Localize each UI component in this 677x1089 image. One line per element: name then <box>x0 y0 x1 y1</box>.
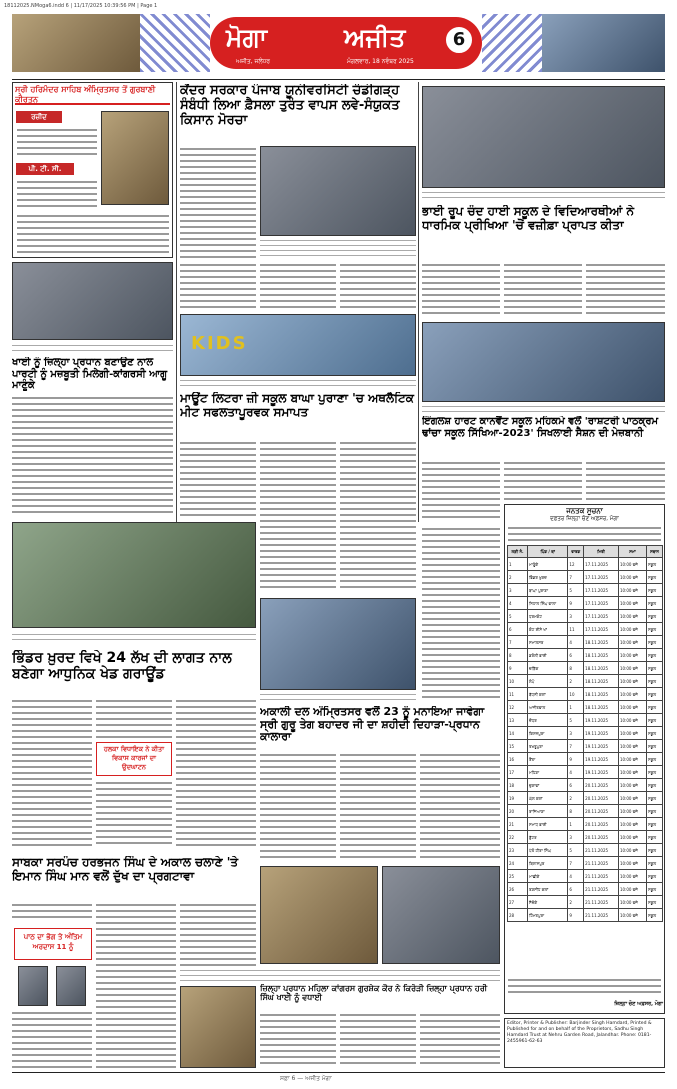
notice-table-cell: 26 <box>508 883 528 896</box>
kisan-morcha-photo <box>260 146 416 236</box>
notice-table-cell: 20.11.2025 <box>584 805 619 818</box>
notice-table-cell: 9 <box>568 597 584 610</box>
notice-table-cell: 11 <box>508 688 528 701</box>
story2-body-b <box>96 698 172 738</box>
notice-table-cell: ਸਕੂਲ <box>647 766 663 779</box>
notice-table-cell: 18.11.2025 <box>584 688 619 701</box>
notice-table-row <box>508 870 663 883</box>
left-divider <box>176 82 177 522</box>
notice-table-cell: 10:00 ਵਜੇ <box>618 675 646 688</box>
center-top-body-c <box>260 262 336 310</box>
notice-table-cell: 1 <box>568 818 584 831</box>
notice-table-cell: 5 <box>568 844 584 857</box>
notice-table-cell: 21.11.2025 <box>584 909 619 922</box>
notice-table-row <box>508 727 663 740</box>
notice-table-cell: 6 <box>568 649 584 662</box>
notice-table-cell: 9 <box>568 753 584 766</box>
notice-table-cell: ਕੋਟ ਈਸੇ ਖਾਂ <box>528 623 568 636</box>
akali-headline: ਅਕਾਲੀ ਦਲ ਅੰਮ੍ਰਿਤਸਰ ਵਲੋਂ 23 ਨੂੰ ਮਨਾਇਆ ਜਾਵੇਗਾ ਸ੍ਰੀ ਗੁਰੂ ਤੇਗ ਬਹਾਦਰ ਜੀ ਦਾ ਸ਼ਹੀਦੀ ਦਿਹਾੜਾ-ਪ੍ਰਧਾਨ ਕਾਲਾਰਾ <box>260 706 485 744</box>
notice-table-cell: ਸਕੂਲ <box>647 870 663 883</box>
notice-table-cell: 12 <box>508 701 528 714</box>
masthead-left-photo <box>12 14 140 72</box>
ad-copy-3 <box>17 213 169 253</box>
notice-table-row <box>508 779 663 792</box>
public-notice <box>504 504 665 1014</box>
notice-table-cell: 17.11.2025 <box>584 610 619 623</box>
notice-table-cell: 17.11.2025 <box>584 558 619 571</box>
story2-headline: ਭਿੰਡਰ ਖ਼ੁਰਦ ਵਿਖੇ 24 ਲੱਖ ਦੀ ਲਾਗਤ ਨਾਲ ਬਣੇਗਾ ਆਧੁਨਿਕ ਖੇਡ ਗਰਾਊਂਡ <box>12 650 232 683</box>
notice-table-cell: 19.11.2025 <box>584 727 619 740</box>
notice-table-cell: 10:00 ਵਜੇ <box>618 896 646 909</box>
notice-table-cell: 11 <box>568 623 584 636</box>
masthead-title-right: ਅਜੀਤ <box>344 23 406 52</box>
notice-table-cell: 18.11.2025 <box>584 662 619 675</box>
notice-table-row <box>508 766 663 779</box>
notice-table-cell: 10:00 ਵਜੇ <box>618 610 646 623</box>
masthead <box>12 14 665 74</box>
notice-table-cell: 10:00 ਵਜੇ <box>618 805 646 818</box>
notice-table-cell: 10:00 ਵਜੇ <box>618 792 646 805</box>
notice-table-cell: ਸਕੂਲ <box>647 701 663 714</box>
notice-table-cell: 10:00 ਵਜੇ <box>618 662 646 675</box>
notice-table-cell: ਸਕੂਲ <box>647 857 663 870</box>
school-meet-caption <box>180 378 416 390</box>
notice-table-cell: 3 <box>568 610 584 623</box>
notice-table-row <box>508 688 663 701</box>
right-lower-body <box>422 526 500 702</box>
golden-temple-photo <box>101 111 169 205</box>
notice-table-cell: ਸਕੂਲ <box>647 571 663 584</box>
notice-table-row <box>508 883 663 896</box>
story1-headline: ਖਾਈ ਨੂੰ ਜ਼ਿਲ੍ਹਾ ਪ੍ਰਧਾਨ ਬਣਾਉਣ ਨਾਲ ਪਾਰਟੀ ਨੂੰ ਮਜ਼ਬੂਤੀ ਮਿਲੇਗੀ-ਕਾਂਗਰਸੀ ਆਗੂ ਮਾਣੂੰਕੇ <box>12 357 168 391</box>
notice-table-cell: 7 <box>568 857 584 870</box>
notice-table-cell: 8 <box>508 649 528 662</box>
notice-table-cell: ਪੱਤੋ ਹੀਰਾ ਸਿੰਘ <box>528 844 568 857</box>
notice-table-cell: 2 <box>568 675 584 688</box>
convent-body-c <box>586 460 665 500</box>
gurbani-ad-header: ਸ੍ਰੀ ਹਰਿਮੰਦਰ ਸਾਹਿਬ ਅੰਮ੍ਰਿਤਸਰ ਤੋਂ ਗੁਰਬਾਣੀ ਕੀਰਤਨ <box>15 85 170 105</box>
notice-table-header-cell: ਵਾਰਡ <box>568 546 584 558</box>
center-divider <box>418 82 419 522</box>
notice-table-row <box>508 701 663 714</box>
notice-table-row <box>508 909 663 922</box>
notice-signature: ਜ਼ਿਲ੍ਹਾ ਚੋਣ ਅਫ਼ਸਰ, ਮੋਗਾ <box>614 1001 663 1007</box>
center-top-headline: ਕੇਂਦਰ ਸਰਕਾਰ ਪੰਜਾਬ ਯੂਨੀਵਰਸਿਟੀ ਚੰਡੀਗੜ੍ਹ ਸੰਬੰਧੀ ਲਿਆ ਫ਼ੈਸਲਾ ਤੁਰੰਤ ਵਾਪਸ ਲਵੇ-ਸੰਯੁਕਤ ਕਿਸਾਨ ਮੋਰਚਾ <box>180 84 400 128</box>
notice-table-cell: 18 <box>508 779 528 792</box>
notice-table-cell: 8 <box>568 662 584 675</box>
notice-table-cell: ਮਾਣੂੰਕੇ <box>528 558 568 571</box>
notice-table-cell: 17.11.2025 <box>584 597 619 610</box>
akali-photo-caption <box>260 692 416 702</box>
story1-body <box>12 395 173 517</box>
notice-table-cell: ਸਕੂਲ <box>647 805 663 818</box>
notice-table-row <box>508 662 663 675</box>
school-meet-body-a <box>260 440 336 590</box>
edition-label: ਅਜੀਤ, ਜਲੰਧਰ <box>236 58 271 65</box>
notice-table-header-cell: ਸਥਾਨ <box>647 546 663 558</box>
notice-table-row <box>508 896 663 909</box>
bhai-rup-body-a <box>422 262 500 318</box>
notice-table-cell: ਘੱਲ ਕਲਾਂ <box>528 792 568 805</box>
notice-table-cell: 6 <box>508 623 528 636</box>
notice-table-cell: 10:00 ਵਜੇ <box>618 701 646 714</box>
notice-table-cell: ਸਕੂਲ <box>647 740 663 753</box>
notice-table-cell: 7 <box>568 571 584 584</box>
ad-copy-2 <box>17 179 97 207</box>
akali-body-c <box>420 752 500 862</box>
notice-table-header-cell: ਲੜੀ ਨੰ. <box>508 546 528 558</box>
sports-ground-photo <box>12 522 256 628</box>
notice-table-cell: 5 <box>568 714 584 727</box>
notice-table-cell: 6 <box>568 779 584 792</box>
notice-table-row <box>508 818 663 831</box>
notice-table-cell: 10:00 ਵਜੇ <box>618 818 646 831</box>
notice-table-cell: ਸਕੂਲ <box>647 818 663 831</box>
notice-table-cell: ਸਕੂਲ <box>647 675 663 688</box>
notice-table-cell: 5 <box>508 610 528 623</box>
center-top-body-a <box>180 146 256 260</box>
notice-table-cell: ਸਕੂਲ <box>647 831 663 844</box>
masthead-pattern-left <box>140 14 210 72</box>
notice-table-cell: 10:00 ਵਜੇ <box>618 623 646 636</box>
ad-label-rajid: ਰਜ਼ੀਦ <box>16 111 62 123</box>
notice-table-cell: ਸਕੂਲ <box>647 727 663 740</box>
center-top-body-d <box>340 262 416 310</box>
notice-table-cell: 28 <box>508 909 528 922</box>
notice-table-cell: 21.11.2025 <box>584 857 619 870</box>
notice-table-cell: ਸਕੂਲ <box>647 792 663 805</box>
notice-table-cell: ਤਖਤੂਪੁਰਾ <box>528 740 568 753</box>
bhai-rup-body-c <box>586 262 665 318</box>
bottom-center-caption <box>180 968 500 982</box>
notice-table-cell: 12 <box>568 558 584 571</box>
notice-table-cell: 10:00 ਵਜੇ <box>618 571 646 584</box>
notice-table-cell: 19.11.2025 <box>584 740 619 753</box>
school-meet-photo <box>180 314 416 376</box>
imprint: Editor, Printer & Publisher: Barjinder Singh Hamdard, Printed & Published for and on behalf of the Proprietors, Sadhu Singh Hamdard Trust at Nehru Garden Road, Jalandhar. Phone: 0181-2455961-62-63 <box>504 1018 665 1068</box>
notice-table-row <box>508 844 663 857</box>
notice-table-row <box>508 558 663 571</box>
masthead-date: ਮੰਗਲਵਾਰ, 18 ਨਵੰਬਰ 2025 <box>347 58 414 65</box>
notice-table-cell: ਕਿਸ਼ਨਪੁਰਾ <box>528 727 568 740</box>
notice-table-cell: 4 <box>568 636 584 649</box>
akali-body-a <box>260 752 336 862</box>
notice-table-cell: 10:00 ਵਜੇ <box>618 649 646 662</box>
notice-table-cell: ਮਾਛੀਕੇ <box>528 870 568 883</box>
notice-table-cell: 2 <box>568 792 584 805</box>
kisan-photo-caption <box>260 238 416 260</box>
convent-caption <box>422 404 665 414</box>
notice-table-cell: 10:00 ਵਜੇ <box>618 844 646 857</box>
notice-table-cell: 10:00 ਵਜੇ <box>618 714 646 727</box>
notice-table-cell: ਚੜਿੱਕ <box>528 662 568 675</box>
school-meet-body-b <box>340 440 416 590</box>
notice-table-cell: 21.11.2025 <box>584 844 619 857</box>
notice-footnote <box>508 977 661 997</box>
notice-table-cell: 24 <box>508 857 528 870</box>
story3-body-c <box>96 902 176 1068</box>
notice-table-row <box>508 753 663 766</box>
notice-table-cell: 7 <box>508 636 528 649</box>
notice-table-cell: 18.11.2025 <box>584 675 619 688</box>
notice-table-cell: 18.11.2025 <box>584 701 619 714</box>
obituary-photo-3 <box>180 986 256 1068</box>
notice-table-cell: ਸਕੂਲ <box>647 844 663 857</box>
notice-table-cell: 8 <box>568 805 584 818</box>
notice-table-header <box>508 546 663 558</box>
notice-table-cell: 7 <box>568 740 584 753</box>
notice-table-cell: 19.11.2025 <box>584 753 619 766</box>
notice-table-cell: ਬਾਘਾ ਪੁਰਾਣਾ <box>528 584 568 597</box>
ad-copy-1 <box>17 127 97 157</box>
akali-photo <box>260 598 416 690</box>
notice-table-cell: 19 <box>508 792 528 805</box>
notice-table-cell: 19.11.2025 <box>584 714 619 727</box>
page-number-badge: 6 <box>444 25 474 55</box>
notice-table-cell: 16 <box>508 753 528 766</box>
notice-table-cell: ਧਰਮਕੋਟ <box>528 610 568 623</box>
notice-table-cell: 10:00 ਵਜੇ <box>618 558 646 571</box>
left-photo-1 <box>12 262 173 340</box>
notice-table-cell: 21 <box>508 818 528 831</box>
notice-table-cell: 1 <box>568 701 584 714</box>
notice-table-row <box>508 571 663 584</box>
gurbani-ad <box>12 82 173 258</box>
notice-table-cell: 10:00 ਵਜੇ <box>618 909 646 922</box>
notice-table-cell: 20.11.2025 <box>584 779 619 792</box>
notice-table-cell: ਸੈਦੋਕੇ <box>528 896 568 909</box>
notice-table-cell: ਦੌਧਰ <box>528 714 568 727</box>
notice-table-row <box>508 805 663 818</box>
school-meet-body-c <box>180 440 256 518</box>
notice-table-cell: ਰੌਂਤਾ <box>528 753 568 766</box>
notice-table-row <box>508 831 663 844</box>
notice-table-header-cell: ਮਿਤੀ <box>584 546 619 558</box>
notice-table-row <box>508 740 663 753</box>
notice-table-cell: ਸਕੂਲ <box>647 649 663 662</box>
notice-table-row <box>508 584 663 597</box>
notice-table-cell: ਮਹਿਣਾ <box>528 766 568 779</box>
notice-table-cell: 3 <box>568 831 584 844</box>
bottom-center-body-a <box>260 1012 336 1068</box>
notice-table-cell: ਨਿਹਾਲ ਸਿੰਘ ਵਾਲਾ <box>528 597 568 610</box>
notice-table-row <box>508 649 663 662</box>
bottom-center-photo-1 <box>260 866 378 964</box>
notice-table-cell: 10:00 ਵਜੇ <box>618 779 646 792</box>
notice-table-cell: 21.11.2025 <box>584 883 619 896</box>
convent-school-photo <box>422 322 665 402</box>
print-strip: 18112025.NMoga6.indd 6 | 11/17/2025 10:39:56 PM | Page 1 <box>4 3 158 9</box>
notice-table-cell: ਸਕੂਲ <box>647 610 663 623</box>
bottom-center-photo-2 <box>382 866 500 964</box>
notice-table-cell: ਸਕੂਲ <box>647 636 663 649</box>
center-top-body-b <box>180 262 256 310</box>
bottom-center-body-b <box>340 1012 416 1068</box>
notice-table-cell: 21.11.2025 <box>584 896 619 909</box>
notice-table-cell: 17.11.2025 <box>584 571 619 584</box>
notice-table-row <box>508 792 663 805</box>
notice-table-cell: 3 <box>508 584 528 597</box>
notice-table <box>507 545 663 922</box>
notice-table-cell: ਰਾਜਿਆਣਾ <box>528 805 568 818</box>
notice-table-cell: ਭਿੰਡਰ ਖ਼ੁਰਦ <box>528 571 568 584</box>
notice-table-header-cell: ਸਮਾਂ <box>618 546 646 558</box>
bottom-center-headline: ਜ਼ਿਲ੍ਹਾ ਪ੍ਰਧਾਨ ਮਹਿਲਾ ਕਾਂਗਰਸ ਗੁਰਸ਼ੇਕ ਕੌਰ ਨੇ ਕਿਰੋੜੀ ਜ਼ਿਲ੍ਹਾ ਪ੍ਰਧਾਨ ਹਰੀ ਸਿੰਘ ਖਾਈ ਨੂੰ ਵਧਾਈ <box>260 984 488 1003</box>
notice-table-cell: 27 <box>508 896 528 909</box>
notice-table-cell: 1 <box>508 558 528 571</box>
notice-table-cell: ਰਣਸੀਂਹ ਕਲਾਂ <box>528 883 568 896</box>
notice-table-cell: ਡਰੋਲੀ ਭਾਈ <box>528 649 568 662</box>
notice-table-cell: 5 <box>568 584 584 597</box>
story2-body-d <box>176 698 256 848</box>
notice-table-header-cell: ਪਿੰਡ / ਥਾਂ <box>528 546 568 558</box>
notice-table-cell: 19.11.2025 <box>584 766 619 779</box>
akali-body-b <box>340 752 416 862</box>
notice-table-cell: ਬੱਧਨੀ ਕਲਾਂ <box>528 688 568 701</box>
notice-table-cell: 18.11.2025 <box>584 636 619 649</box>
bhog-box: ਪਾਠ ਦਾ ਭੋਗ ਤੇ ਅੰਤਿਮ ਅਰਦਾਸ 11 ਨੂੰ <box>14 928 92 960</box>
notice-intro <box>508 525 661 543</box>
notice-table-cell: 10:00 ਵਜੇ <box>618 831 646 844</box>
masthead-right-photo <box>542 14 665 72</box>
notice-table-cell: 20 <box>508 805 528 818</box>
notice-table-cell: ਸਮਾਧ ਭਾਈ <box>528 818 568 831</box>
notice-table-cell: 10:00 ਵਜੇ <box>618 597 646 610</box>
convent-body-a <box>422 460 500 522</box>
bhai-rup-caption <box>422 190 665 202</box>
story3-body-a <box>12 902 92 922</box>
notice-table-cell: 4 <box>568 766 584 779</box>
bhai-rup-photo <box>422 86 665 188</box>
notice-table-cell: 10:00 ਵਜੇ <box>618 727 646 740</box>
notice-table-cell: ਬੁੱਟਰ <box>528 831 568 844</box>
notice-table-cell: 10:00 ਵਜੇ <box>618 883 646 896</box>
notice-table-row <box>508 675 663 688</box>
notice-table-row <box>508 610 663 623</box>
notice-table-cell: ਲੋਪੋ <box>528 675 568 688</box>
notice-table-cell: 6 <box>568 883 584 896</box>
notice-table-row <box>508 623 663 636</box>
notice-table-cell: 25 <box>508 870 528 883</box>
notice-table-cell: 10:00 ਵਜੇ <box>618 753 646 766</box>
footer-text: ਸਫ਼ਾ 6 — ਅਜੀਤ ਮੋਗਾ <box>280 1075 332 1082</box>
story3-body-b <box>12 1010 92 1068</box>
notice-table-cell: 17.11.2025 <box>584 623 619 636</box>
bhai-rup-headline: ਭਾਈ ਰੂਪ ਚੰਦ ਹਾਈ ਸਕੂਲ ਦੇ ਵਿਦਿਆਰਥੀਆਂ ਨੇ ਧਾਰਮਿਕ ਪ੍ਰੀਖਿਆ 'ਚੋਂ ਵਜ਼ੀਫ਼ਾ ਪ੍ਰਾਪਤ ਕੀਤਾ <box>422 205 635 232</box>
notice-table-cell: 10 <box>508 675 528 688</box>
notice-table-cell: 10:00 ਵਜੇ <box>618 688 646 701</box>
notice-table-cell: 2 <box>568 896 584 909</box>
notice-table-cell: 2 <box>508 571 528 584</box>
notice-table-cell: 10:00 ਵਜੇ <box>618 766 646 779</box>
notice-table-cell: 10:00 ਵਜੇ <box>618 870 646 883</box>
notice-table-row <box>508 857 663 870</box>
notice-table-cell: ਸਕੂਲ <box>647 623 663 636</box>
notice-table-cell: 21.11.2025 <box>584 870 619 883</box>
notice-table-cell: ਚੁਗਾਵਾਂ <box>528 779 568 792</box>
story2-body-a <box>12 698 92 848</box>
notice-table-cell: ਸਕੂਲ <box>647 558 663 571</box>
notice-table-cell: 10 <box>568 688 584 701</box>
notice-table-cell: 15 <box>508 740 528 753</box>
notice-table-row <box>508 636 663 649</box>
notice-table-cell: ਸਕੂਲ <box>647 779 663 792</box>
story2-body-c <box>96 780 172 848</box>
masthead-pattern-right <box>482 14 542 72</box>
notice-table-cell: 10:00 ਵਜੇ <box>618 740 646 753</box>
notice-table-cell: 23 <box>508 844 528 857</box>
notice-table-cell: 10:00 ਵਜੇ <box>618 584 646 597</box>
kids-sign: KIDS <box>191 333 248 354</box>
notice-table-cell: 17.11.2025 <box>584 584 619 597</box>
notice-table-cell: 10:00 ਵਜੇ <box>618 857 646 870</box>
notice-table-cell: ਸਕੂਲ <box>647 753 663 766</box>
notice-table-cell: 4 <box>568 870 584 883</box>
notice-table-cell: ਸਕੂਲ <box>647 584 663 597</box>
notice-table-cell: 22 <box>508 831 528 844</box>
footer-rule <box>12 1072 665 1073</box>
story3-headline: ਸਾਬਕਾ ਸਰਪੰਚ ਹਰਭਜਨ ਸਿੰਘ ਦੇ ਅਕਾਲ ਚਲਾਣੇ 'ਤੇ ਇਮਾਨ ਸਿੰਘ ਮਾਨ ਵਲੋਂ ਦੁੱਖ ਦਾ ਪ੍ਰਗਟਾਵਾ <box>12 856 239 883</box>
convent-headline: ਇੰਗਲਸ਼ ਹਾਰਟ ਕਾਨਵੈਂਟ ਸਕੂਲ ਮਹਿਕਮੇ ਵਲੋਂ 'ਰਾਸ਼ਟਰੀ ਪਾਠਕ੍ਰਮ ਢਾਂਚਾ ਸਕੂਲ ਸਿੱਖਿਆ-2023' ਸਿਖਲਾਈ ਸੈਸ਼ਨ ਦੀ ਮੇਜ਼ਬਾਨੀ <box>422 416 659 439</box>
convent-body-b <box>504 460 582 500</box>
notice-table-row <box>508 714 663 727</box>
notice-table-cell: ਸਮਾਲਸਰ <box>528 636 568 649</box>
notice-table-cell: 17 <box>508 766 528 779</box>
notice-table-cell: 20.11.2025 <box>584 818 619 831</box>
notice-table-cell: 10:00 ਵਜੇ <box>618 636 646 649</box>
masthead-title-left: ਮੋਗਾ <box>226 23 268 52</box>
sports-ground-caption <box>12 632 256 644</box>
notice-table-cell: 20.11.2025 <box>584 792 619 805</box>
notice-table-cell: 9 <box>508 662 528 675</box>
notice-table-cell: ਸਕੂਲ <box>647 714 663 727</box>
notice-table-cell: ਸਕੂਲ <box>647 883 663 896</box>
notice-table-cell: 18.11.2025 <box>584 649 619 662</box>
notice-table-cell: ਸਕੂਲ <box>647 909 663 922</box>
notice-table-cell: ਹਿੰਮਤਪੁਰਾ <box>528 909 568 922</box>
notice-table-cell: 13 <box>508 714 528 727</box>
notice-table-cell: 4 <box>508 597 528 610</box>
left-photo-1-caption <box>12 343 173 355</box>
school-meet-headline: ਮਾਊਂਟ ਲਿਟਰਾ ਜ਼ੀ ਸਕੂਲ ਬਾਘਾ ਪੁਰਾਣਾ 'ਚ ਅਥਲੈਟਿਕ ਮੀਟ ਸਫਲਤਾਪੂਰਵਕ ਸਮਾਪਤ <box>180 392 414 419</box>
notice-table-cell: 9 <box>568 909 584 922</box>
notice-table-row <box>508 597 663 610</box>
notice-office: ਦਫ਼ਤਰ ਜ਼ਿਲ੍ਹਾ ਚੋਣ ਅਫ਼ਸਰ, ਮੋਗਾ <box>550 516 619 522</box>
notice-title: ਜਨਤਕ ਸੂਚਨਾ <box>566 507 603 515</box>
notice-table-cell: 14 <box>508 727 528 740</box>
obituary-photo-1 <box>18 966 48 1006</box>
notice-table-cell: 20.11.2025 <box>584 831 619 844</box>
notice-table-cell: ਸਕੂਲ <box>647 597 663 610</box>
notice-table-cell: ਸਕੂਲ <box>647 896 663 909</box>
obituary-photo-2 <box>56 966 86 1006</box>
notice-table-cell: ਸਕੂਲ <box>647 662 663 675</box>
notice-table-cell: ਅਜੀਤਵਾਲ <box>528 701 568 714</box>
ad-label-ptc: ਪੀ. ਟੀ. ਸੀ. <box>16 163 74 175</box>
notice-table-cell: 3 <box>568 727 584 740</box>
notice-table-cell: ਬਿਲਾਸਪੁਰ <box>528 857 568 870</box>
notice-table-cell: ਸਕੂਲ <box>647 688 663 701</box>
masthead-rule <box>12 79 665 80</box>
bhai-rup-body-b <box>504 262 582 318</box>
inset-box: ਹਲਕਾ ਵਿਧਾਇਕ ਨੇ ਕੀਤਾ ਵਿਕਾਸ ਕਾਰਜਾਂ ਦਾ ਉਦਘਾਟਨ <box>96 742 172 776</box>
bottom-center-body-c <box>420 1012 500 1068</box>
